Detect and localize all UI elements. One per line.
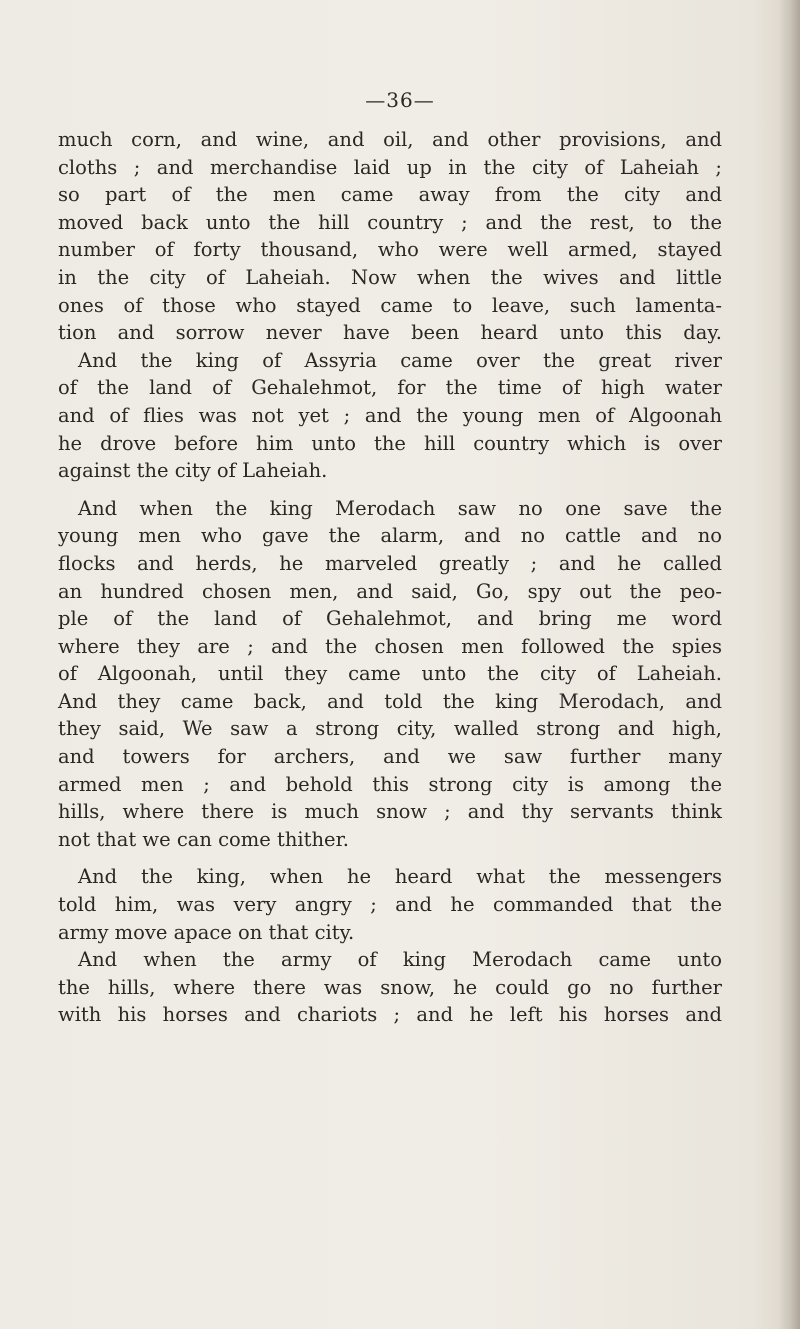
text-line: and of flies was not yet ; and the young men of Algoonah: [58, 403, 722, 427]
text-line: in the city of Laheiah. Now when the wives and little: [58, 265, 722, 289]
text-line: of Algoonah, until they came unto the city of Laheiah.: [58, 662, 722, 686]
text-line: told him, was very angry ; and he commanded that the: [58, 893, 722, 917]
paragraph-1: [58, 126, 722, 347]
paragraph-2: [58, 347, 722, 485]
page-edge-shadow: [778, 0, 800, 1329]
text-line: hills, where there is much snow ; and thy servants think: [58, 800, 722, 824]
text-line: where they are ; and the chosen men followed the spies: [58, 634, 722, 658]
body-text: [58, 126, 722, 1029]
text-line: much corn, and wine, and oil, and other provisions, and: [58, 128, 722, 151]
text-line: of the land of Gehalehmot, for the time of high water: [58, 376, 722, 400]
text-line: not that we can come thither.: [58, 827, 349, 851]
text-line: And when the king Merodach saw no one save the: [78, 496, 722, 520]
text-line: tion and sorrow never have been heard unto this day.: [58, 321, 722, 345]
text-line: flocks and herds, he marveled greatly ; and he called: [58, 551, 722, 575]
text-line: the hills, where there was snow, he could go no further: [58, 975, 722, 999]
text-line: and towers for archers, and we saw further many: [58, 745, 722, 769]
text-line: armed men ; and behold this strong city is among the: [58, 772, 722, 796]
paragraph-5: [58, 946, 722, 1029]
text-line: ones of those who stayed came to leave, such lamenta-: [58, 293, 722, 317]
text-line: cloths ; and merchandise laid up in the city of Laheiah ;: [58, 155, 722, 179]
text-line: against the city of Laheiah.: [58, 459, 328, 483]
text-line: And the king, when he heard what the messengers: [78, 865, 722, 889]
text-line: with his horses and chariots ; and he left his horses and: [58, 1003, 722, 1027]
text-line: army move apace on that city.: [58, 920, 355, 944]
text-line: an hundred chosen men, and said, Go, spy out the peo-: [58, 579, 722, 603]
text-line: And the king of Assyria came over the great river: [78, 348, 722, 372]
paragraph-4: [58, 863, 722, 946]
paragraph-3: [58, 495, 722, 854]
page-number: —36—: [365, 88, 435, 112]
text-line: number of forty thousand, who were well armed, stayed: [58, 238, 722, 262]
text-line: ple of the land of Gehalehmot, and bring me word: [58, 607, 722, 631]
text-line: young men who gave the alarm, and no cattle and no: [58, 524, 722, 548]
text-line: And when the army of king Merodach came unto: [78, 948, 722, 972]
text-line: And they came back, and told the king Merodach, and: [58, 689, 722, 713]
text-line: moved back unto the hill country ; and the rest, to the: [58, 210, 722, 234]
text-line: they said, We saw a strong city, walled strong and high,: [58, 717, 722, 741]
text-line: so part of the men came away from the city and: [58, 183, 722, 207]
text-line: he drove before him unto the hill country which is over: [58, 431, 722, 455]
